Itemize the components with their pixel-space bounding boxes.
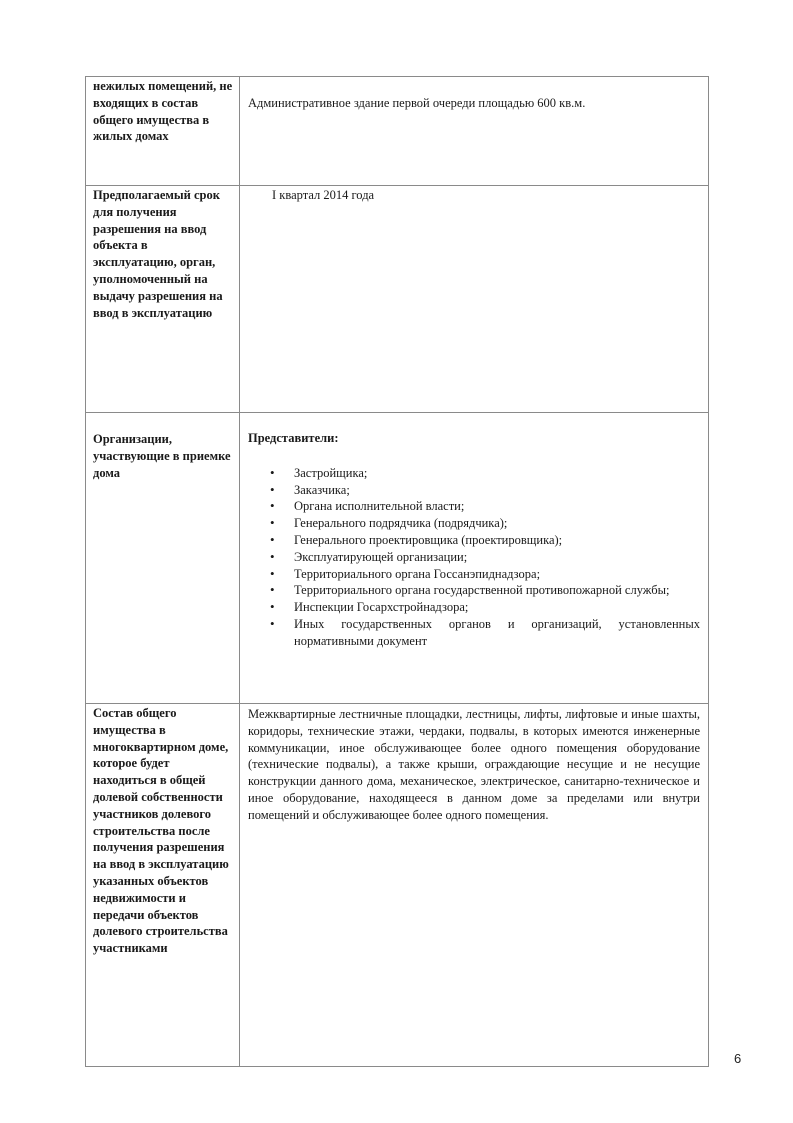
table-row [86, 186, 709, 413]
list-item: • Территориального органа государственной противопожарной службы; [294, 582, 700, 599]
list-item: • Генерального подрядчика (подрядчика); [294, 515, 700, 532]
list-item: • Иных государственных органов и организаций, установленных нормативными документ [294, 616, 700, 650]
page-number: 6 [734, 1051, 742, 1066]
row-content [240, 77, 709, 186]
row-label [86, 413, 240, 704]
representatives-heading: Представители: [248, 431, 339, 445]
label-text: Организации, участвующие в приемке дома [93, 432, 231, 480]
list-item: • Заказчика; [294, 482, 700, 499]
list-item: • Генерального проектировщика (проектировщика); [294, 532, 700, 549]
label-text: Предполагаемый срок для получения разрешения на ввод объекта в эксплуатацию, орган, уполномоченный на выдачу разрешения на ввод в эксплуатацию [93, 188, 223, 320]
list-item: • Эксплуатирующей организации; [294, 549, 700, 566]
row-content [240, 186, 709, 413]
list-item: • Инспекции Госархстройнадзора; [294, 599, 700, 616]
table-row [86, 77, 709, 186]
row-label [86, 704, 240, 1067]
content-text: Административное здание первой очереди площадью 600 кв.м. [248, 96, 586, 110]
row-content [240, 413, 709, 704]
row-label [86, 77, 240, 186]
content-text: Межквартирные лестничные площадки, лестницы, лифты, лифтовые и иные шахты, коридоры, технические этажи, чердаки, подвалы, в которых имеются инженерные коммуникации, иное обслуживающее более одного помещения оборудование (технические подвалы), а также крыши, ограждающие несущие и не несущие конструкции данного дома, механическое, электрическое, санитарно-техническое и иное оборудование, находящееся в данном доме за пределами или внутри помещений и обслуживающее более одного помещения. [248, 707, 700, 822]
content-text: I квартал 2014 года [272, 188, 375, 202]
label-text: нежилых помещений, не входящих в состав общего имущества в жилых домах [93, 79, 233, 144]
row-label [86, 186, 240, 413]
label-text: Состав общего имущества в многоквартирном доме, которое будет находиться в общей долевой собственности участников долевого строительства после получения разрешения на ввод в эксплуатацию указанных объектов недвижимости и передачи объектов долевого строительства участниками [93, 706, 229, 956]
list-item: • Застройщика; [294, 465, 700, 482]
list-item: • Органа исполнительной власти; [294, 498, 700, 515]
list-item: • Территориального органа Госсанэпиднадзора; [294, 566, 700, 583]
table-row [86, 413, 709, 704]
row-content [240, 704, 709, 1067]
representatives-list [248, 465, 700, 650]
info-table [85, 76, 709, 1067]
table-row [86, 704, 709, 1067]
